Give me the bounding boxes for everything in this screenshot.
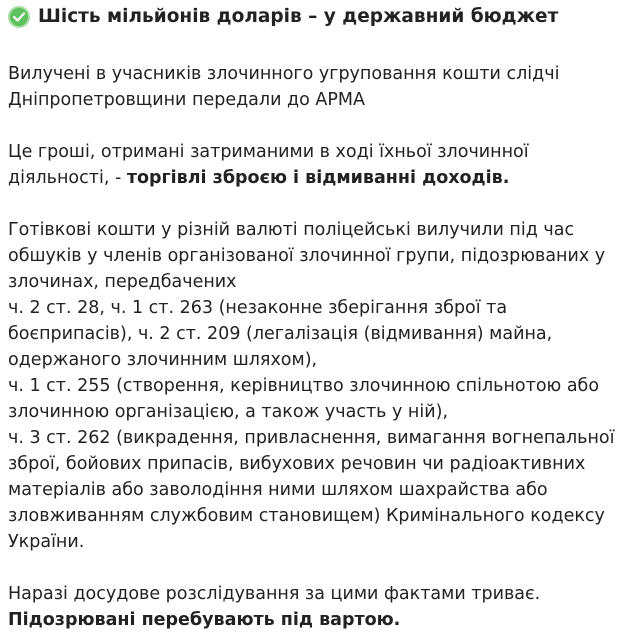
text-line: ч. 2 ст. 28, ч. 1 ст. 263 (незаконне зберігання зброї та [8,298,508,318]
text-line: обшуків у членів організованої злочинної групи, підозрюваних у [8,246,606,266]
text-line: зловживанням службовим становищем) Кримінального кодексу [8,506,605,526]
text-line-mixed [8,165,618,191]
text-line: ч. 1 ст. 255 (створення, керівництво злочинною спільнотою або [8,376,600,396]
text-line: Дніпропетровщини передали до АРМА [8,90,365,110]
check-mark-button-icon [8,6,30,28]
bold-line: Підозрювані перебувають під вартою. [8,610,401,630]
text-line: злочинах, передбачених [8,272,237,292]
text-line: Вилучені в учасників злочинного угруповання кошти слідчі [8,64,560,84]
text-fragment: діяльності, - [8,168,127,188]
text-line: одержаного злочинним шляхом), [8,350,318,370]
paragraph-intro [8,61,618,113]
paragraph-status [8,581,618,633]
text-line: ч. 3 ст. 262 (викрадення, привласнення, вимагання вогнепальної [8,428,615,448]
bold-fragment: торгівлі зброєю і відмиванні доходів. [126,168,510,188]
paragraph-details [8,217,618,555]
text-line: України. [8,532,85,552]
text-line: Наразі досудове розслідування за цими фактами триває. [8,584,541,604]
text-line: Це гроші, отримані затриманими в ході їхньої злочинної [8,142,529,162]
post-headline [8,4,618,30]
text-line: матеріалів або заволодіння ними шляхом шахрайства або [8,480,548,500]
post-title: Шість мільйонів доларів – у державний бюджет [38,6,559,27]
paragraph-origin [8,139,618,191]
text-line: Готівкові кошти у різній валюті поліцейські вилучили під час [8,220,575,240]
text-line: боєприпасів), ч. 2 ст. 209 (легалізація (відмивання) майна, [8,324,553,344]
text-line: злочинною організацією, а також участь у ній), [8,402,449,422]
text-line: зброї, бойових припасів, вибухових речовин чи радіоактивних [8,454,586,474]
